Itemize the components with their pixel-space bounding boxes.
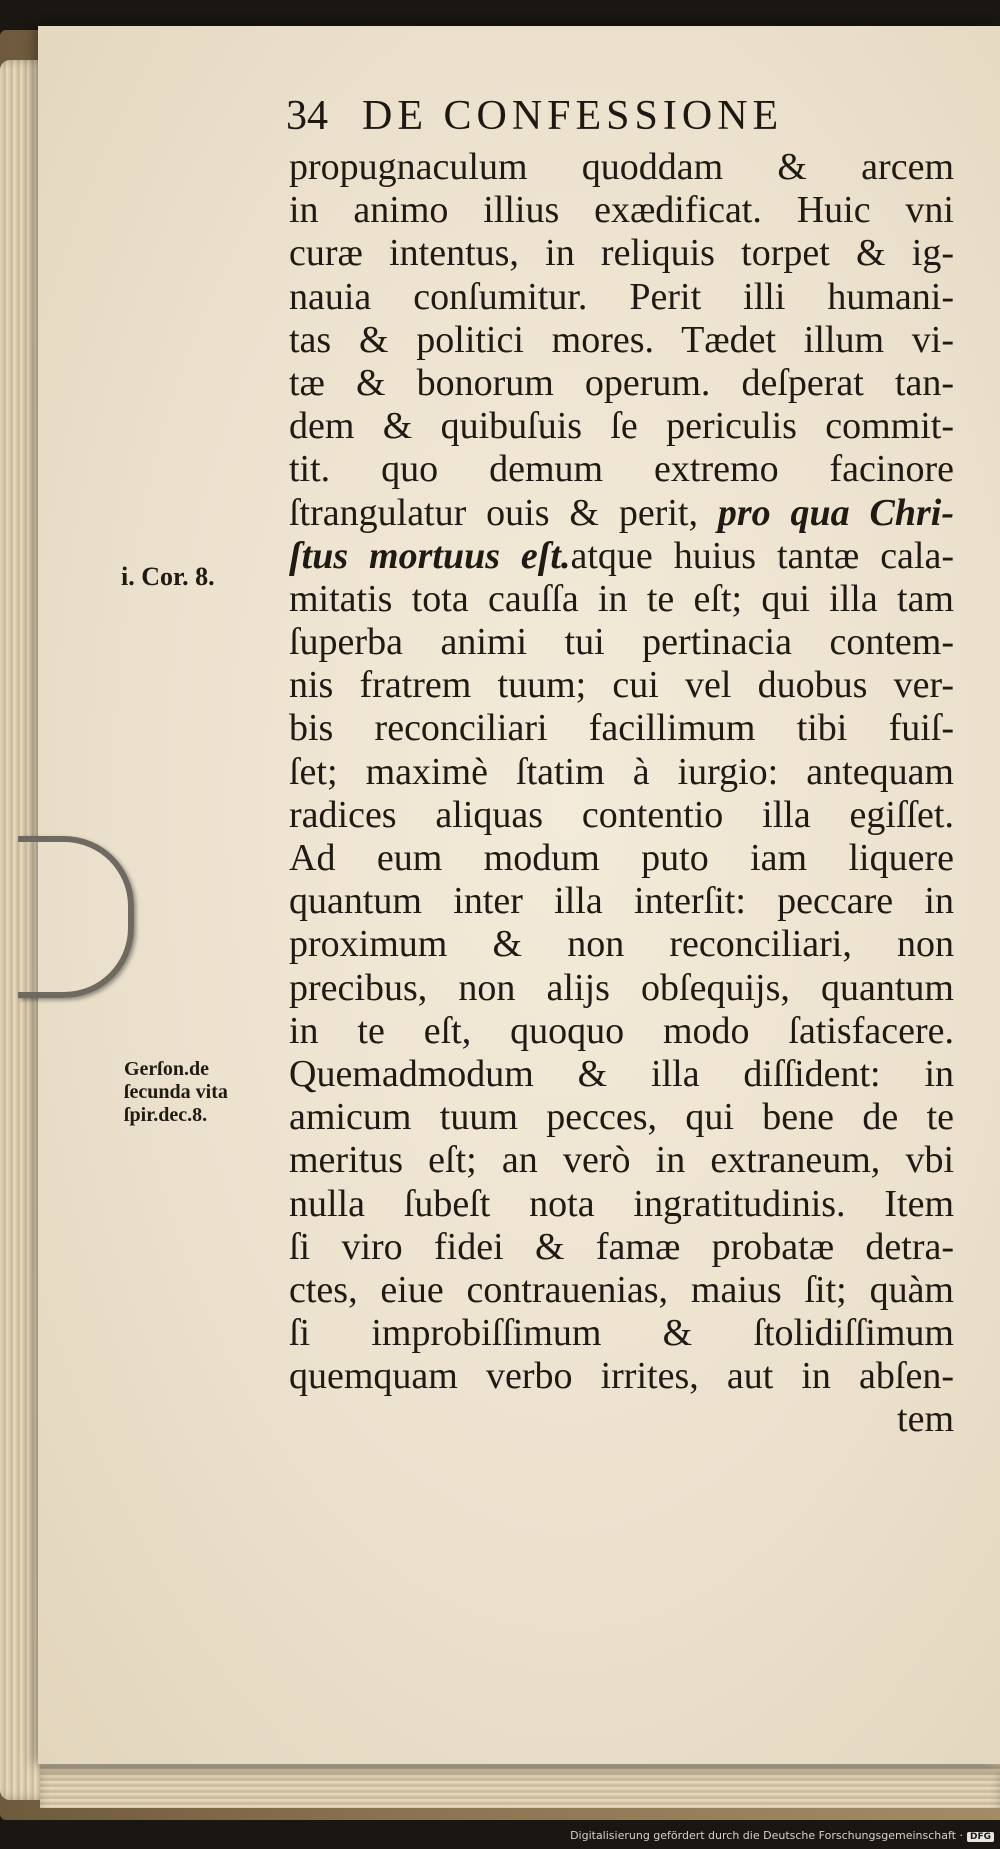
marginal-note-cor: i. Cor. 8. <box>121 562 215 591</box>
text-line: propugnaculum quoddam & arcem <box>289 146 954 188</box>
text-line: ſi viro fidei & famæ probatæ detra- <box>289 1225 954 1268</box>
text-line: in animo illius exædificat. Huic vni <box>289 189 954 232</box>
dfg-logo: DFG <box>967 1832 994 1842</box>
page-edges-bottom <box>40 1764 1000 1808</box>
text-line: nis fratrem tuum; cui vel duobus ver- <box>289 664 954 707</box>
text-line: meritus eſt; an verò in extraneum, vbi <box>289 1139 954 1182</box>
text-line: Ad eum modum puto iam liquere <box>289 837 954 879</box>
text-line: mitatis tota cauſſa in te eſt; qui illa tam <box>289 577 954 620</box>
catchword: tem <box>897 1398 954 1441</box>
text-line: quantum inter illa interſit: peccare in <box>289 880 954 923</box>
marginal-note-gerson <box>124 1058 228 1127</box>
text-line: precibus, non alijs obſequijs, quantum <box>289 966 954 1009</box>
text-line: ctes, eiue contrauenias, maius ſit; quàm <box>289 1268 954 1311</box>
marginal-note-line: Gerſon.de <box>124 1058 209 1080</box>
text-line <box>289 535 954 578</box>
digitization-credit <box>570 1829 994 1842</box>
text-line: dem & quibuſuis ſe periculis commit- <box>289 405 954 448</box>
text-span: ſtrangulatur ouis & perit, <box>289 491 718 534</box>
scripture-quote: pro qua Chri- <box>717 491 954 534</box>
text-line: bis reconciliari facillimum tibi fuiſ- <box>289 707 954 750</box>
text-line: in te eſt, quoquo modo ſatisfacere. <box>289 1009 954 1052</box>
text-line: ſi improbiſſimum & ſtolidiſſimum <box>289 1312 954 1355</box>
text-line: ſet; maximè ſtatim à iurgio: antequam <box>289 750 954 793</box>
text-line: proximum & non reconciliari, non <box>289 923 954 966</box>
text-line: amicum tuum pecces, qui bene de te <box>289 1096 954 1139</box>
text-line: tit. quo demum extremo facinore <box>289 448 954 491</box>
marginal-note-line: ſecunda vita <box>124 1081 228 1103</box>
credit-text: Digitalisierung gefördert durch die Deutsche Forschungsgemeinschaft · <box>570 1829 963 1842</box>
running-head <box>286 92 783 140</box>
text-line: tas & politici mores. Tædet illum vi- <box>289 318 954 361</box>
marginal-note-line: ſpir.dec.8. <box>124 1104 208 1126</box>
text-line: radices aliquas contentio illa egiſſet. <box>289 793 954 836</box>
text-line: quemquam verbo irrites, aut in abſen- <box>289 1355 954 1398</box>
text-line <box>289 492 954 535</box>
scripture-quote: ſtus mortuus eſt. <box>289 534 571 577</box>
text-line: curæ intentus, in reliquis torpet & ig- <box>289 232 954 275</box>
page-title: DE CONFESSIONE <box>362 93 784 139</box>
text-line: nulla ſubeſt nota ingratitudinis. Item <box>289 1182 954 1225</box>
page-number: 34 <box>286 93 328 139</box>
text-span: atque huius tantæ cala- <box>570 534 954 577</box>
body-text <box>289 146 954 1442</box>
text-line: tæ & bonorum operum. deſperat tan- <box>289 361 954 404</box>
clasp-ring <box>18 836 134 998</box>
text-line: nauia conſumitur. Perit illi humani- <box>289 275 954 318</box>
text-line: Quemadmodum & illa diſſident: in <box>289 1052 954 1095</box>
text-line: ſuperba animi tui pertinacia contem- <box>289 621 954 664</box>
